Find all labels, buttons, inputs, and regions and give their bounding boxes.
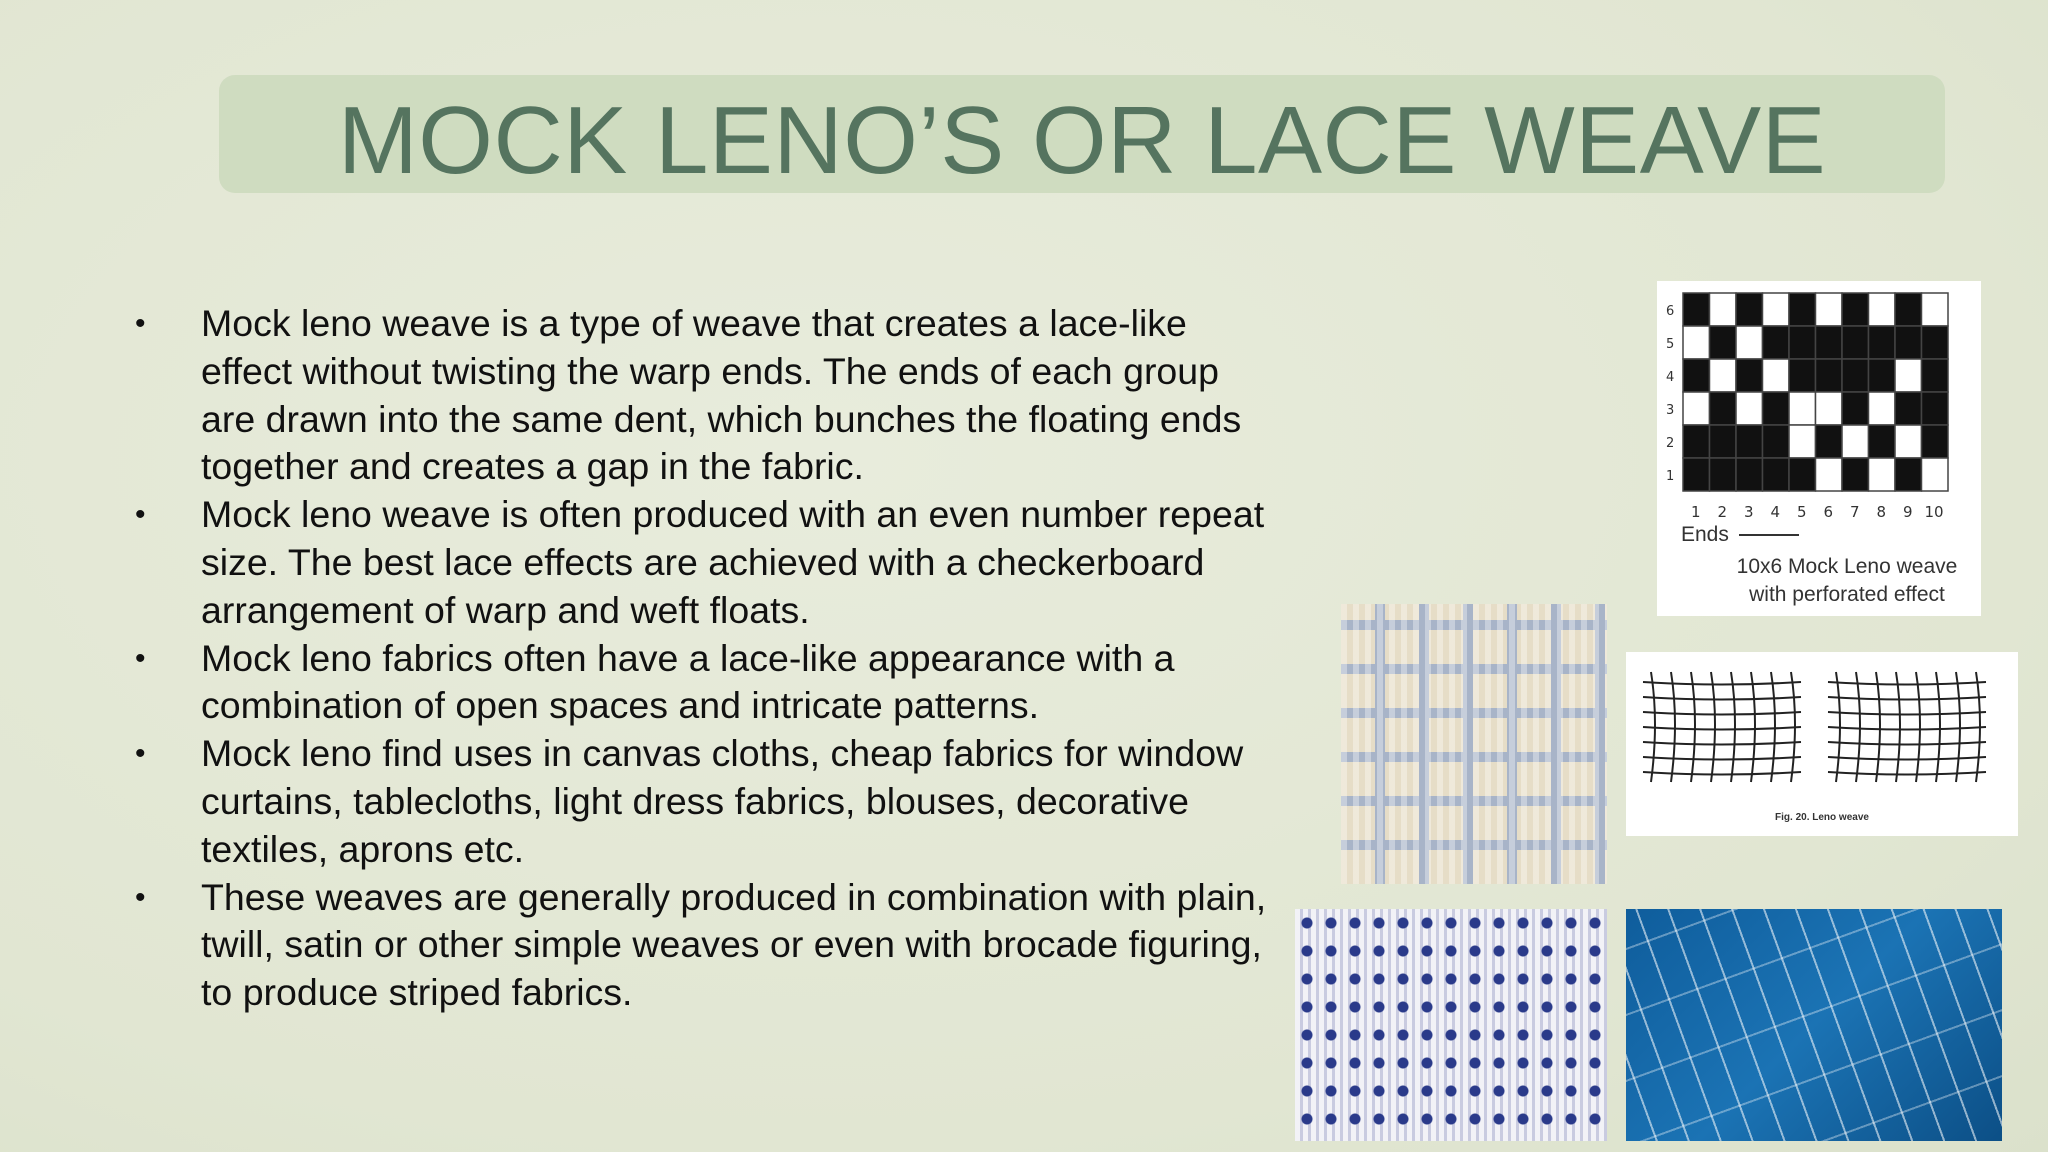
weave-cell: [1869, 359, 1896, 392]
sketch-warp-line: [1856, 672, 1860, 782]
weave-cell: [1895, 326, 1922, 359]
weave-cell: [1922, 293, 1949, 326]
pick-number-label: 2: [1666, 436, 1675, 451]
sketch-warp-line: [1956, 672, 1960, 782]
sketch-warp-line: [1936, 672, 1940, 782]
weave-cell: [1816, 359, 1843, 392]
weave-cell: [1842, 293, 1869, 326]
weave-cell: [1710, 458, 1737, 491]
bullet-text: Mock leno weave is a type of weave that creates a lace-like effect without twisting the warp ends. The ends of each group are drawn into the same dent, which bunches the floating ends together and creates a gap in the fabric.: [201, 302, 1242, 488]
bullet-list: [135, 300, 1275, 1017]
sketch-weft-line: [1828, 712, 1986, 715]
sketch-weft-line: [1828, 697, 1986, 700]
end-number-label: 3: [1744, 503, 1754, 521]
sketch-warp-line: [1751, 672, 1755, 782]
weave-cell: [1736, 458, 1763, 491]
weave-cell: [1842, 392, 1869, 425]
bullet-marker: •: [135, 737, 146, 771]
sketch-warp-line: [1711, 672, 1715, 782]
ends-axis-label: Ends: [1681, 523, 1799, 547]
weave-cell: [1869, 293, 1896, 326]
weave-cell: [1816, 425, 1843, 458]
weave-cell: [1683, 392, 1710, 425]
weave-grid: [1657, 281, 1981, 521]
bullet-marker: •: [135, 641, 146, 675]
end-number-label: 6: [1823, 503, 1834, 521]
weave-cell: [1683, 458, 1710, 491]
bullet-item: [135, 874, 1275, 1017]
weave-cell: [1816, 326, 1843, 359]
weave-cell: [1683, 425, 1710, 458]
weave-cell: [1922, 326, 1949, 359]
end-number-label: 2: [1717, 503, 1728, 521]
pick-number-label: 4: [1666, 370, 1675, 385]
bullet-item: [135, 730, 1275, 873]
bullet-item: [135, 491, 1275, 634]
weave-cell: [1842, 326, 1869, 359]
weave-cell: [1869, 392, 1896, 425]
sketch-weft-line: [1643, 727, 1801, 730]
weave-cell: [1922, 425, 1949, 458]
weave-cell: [1895, 359, 1922, 392]
sketch-warp-line: [1896, 672, 1900, 782]
end-number-label: 10: [1924, 503, 1944, 521]
weave-cell: [1710, 326, 1737, 359]
end-number-label: 5: [1797, 503, 1807, 521]
sketch-weft-line: [1828, 772, 1986, 775]
weave-cell: [1789, 458, 1816, 491]
end-number-label: 4: [1770, 503, 1781, 521]
weave-cell: [1922, 392, 1949, 425]
weave-cell: [1842, 425, 1869, 458]
weave-cell: [1869, 458, 1896, 491]
end-number-label: 8: [1876, 503, 1887, 521]
sketch-weft-line: [1828, 682, 1986, 685]
sketch-warp-line: [1671, 672, 1675, 782]
bullet-text: Mock leno weave is often produced with an even number repeat size. The best lace effects are achieved with a checkerboard arrangement of warp and weft floats.: [201, 493, 1265, 631]
weave-cell: [1683, 326, 1710, 359]
weave-cell: [1763, 293, 1790, 326]
sketch-warp-line: [1691, 672, 1695, 782]
weave-cell: [1763, 359, 1790, 392]
bullet-item: [135, 635, 1275, 731]
leno-sketch-drawing: [1626, 652, 2018, 812]
sketch-weft-line: [1643, 697, 1801, 700]
weave-cell: [1895, 392, 1922, 425]
weave-cell: [1789, 326, 1816, 359]
sketch-warp-line: [1731, 672, 1735, 782]
sketch-warp-line: [1916, 672, 1920, 782]
weave-cell: [1789, 359, 1816, 392]
sketch-weft-line: [1643, 712, 1801, 715]
end-number-label: 7: [1850, 503, 1860, 521]
sketch-caption: Fig. 20. Leno weave: [1775, 812, 1869, 823]
weave-cell: [1763, 425, 1790, 458]
weave-cell: [1789, 425, 1816, 458]
bullet-item: [135, 300, 1275, 491]
blue-mock-leno-fabric-image: [1626, 909, 2002, 1141]
weave-cell: [1869, 425, 1896, 458]
weave-cell: [1895, 458, 1922, 491]
bullet-text: These weaves are generally produced in combination with plain, twill, satin or other simple weaves or even with brocade figuring, to produce striped fabrics.: [201, 875, 1267, 1014]
weave-cell: [1816, 392, 1843, 425]
weave-cell: [1922, 359, 1949, 392]
pick-number-label: 6: [1666, 304, 1675, 319]
weave-cell: [1736, 425, 1763, 458]
sketch-warp-line: [1771, 672, 1775, 782]
diagram-caption-line1: 10x6 Mock Leno weave: [1736, 555, 1958, 578]
diagram-caption-line2: with perforated effect: [1749, 583, 1945, 606]
bullet-text: Mock leno fabrics often have a lace-like appearance with a combination of open spaces and intricate patterns.: [201, 636, 1175, 727]
weave-cell: [1736, 326, 1763, 359]
pick-number-label: 5: [1666, 337, 1675, 352]
weave-cell: [1683, 293, 1710, 326]
weave-cell: [1869, 326, 1896, 359]
blue-white-lace-fabric-image: [1295, 909, 1607, 1141]
sketch-weft-line: [1828, 727, 1986, 730]
weave-design-diagram: [1657, 281, 1981, 616]
weave-cell: [1842, 458, 1869, 491]
pick-number-label: 3: [1666, 403, 1675, 418]
sketch-weft-line: [1643, 742, 1801, 745]
weave-cell: [1683, 359, 1710, 392]
end-number-label: 9: [1903, 503, 1913, 521]
sketch-weft-line: [1643, 757, 1801, 760]
weave-cell: [1710, 293, 1737, 326]
sketch-weft-line: [1643, 682, 1801, 685]
sketch-weft-line: [1828, 757, 1986, 760]
leno-weave-sketch: [1626, 652, 2018, 836]
end-number-label: 1: [1691, 503, 1701, 521]
weave-cell: [1736, 293, 1763, 326]
weave-cell: [1816, 458, 1843, 491]
bullet-text: Mock leno find uses in canvas cloths, cheap fabrics for window curtains, tablecloths, light dress fabrics, blouses, decorative textiles, aprons etc.: [201, 732, 1244, 870]
bullet-marker: •: [135, 307, 146, 340]
weave-cell: [1763, 326, 1790, 359]
weave-cell: [1842, 359, 1869, 392]
weave-cell: [1710, 425, 1737, 458]
cream-lace-fabric-image: [1341, 604, 1607, 884]
weave-cell: [1736, 392, 1763, 425]
bullet-marker: •: [135, 498, 146, 532]
sketch-warp-line: [1876, 672, 1880, 782]
weave-cell: [1789, 392, 1816, 425]
sketch-weft-line: [1643, 772, 1801, 775]
weave-cell: [1736, 359, 1763, 392]
weave-cell: [1763, 458, 1790, 491]
weave-cell: [1763, 392, 1790, 425]
weave-cell: [1922, 458, 1949, 491]
weave-cell: [1789, 293, 1816, 326]
slide-title: MOCK LENO’S OR LACE WEAVE: [337, 87, 1827, 194]
weave-cell: [1895, 293, 1922, 326]
weave-cell: [1895, 425, 1922, 458]
bullet-marker: •: [135, 880, 146, 914]
weave-cell: [1816, 293, 1843, 326]
sketch-weft-line: [1828, 742, 1986, 745]
weave-cell: [1710, 359, 1737, 392]
weave-cell: [1710, 392, 1737, 425]
pick-number-label: 1: [1666, 469, 1675, 484]
